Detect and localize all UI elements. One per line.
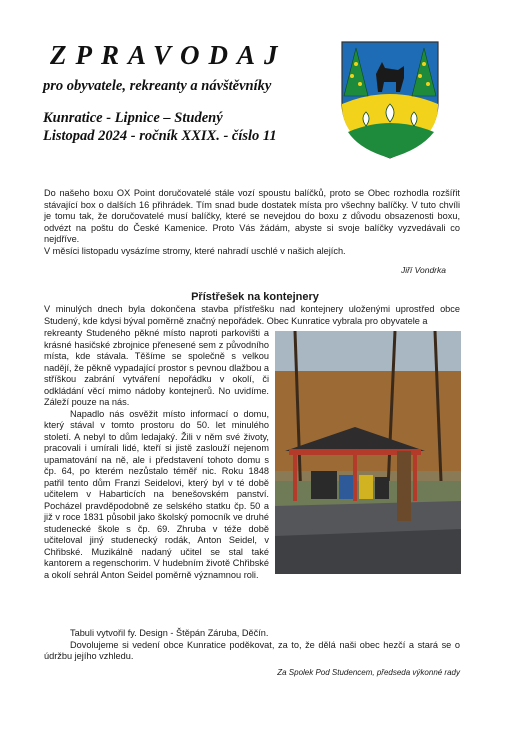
container-shelter-photo xyxy=(275,331,461,574)
intro-paragraph-2: V měsíci listopadu vysázíme stromy, které nahradí uschlé v našich alejích. xyxy=(44,245,346,256)
intro-paragraph-1: Do našeho boxu OX Point doručovatelé stále vozí spoustu balíčků, proto se Obec rozhodla rozšířit stávající box o dalších 16 přihrádek. Tím snad bude dostatek místa pro všechny balíčky. V tuto chvíli je tomu tak, že doručovatelé musí balíčky, které se nevejdou do boxu z důvodu obsazenosti boxu, odvézt na poštu do České Kamenice. Proto Vás žádám, abyste si svoje balíčky vyzvedávali co nejdříve. xyxy=(44,188,460,244)
newsletter-title: ZPRAVODAJ xyxy=(50,40,287,70)
article-lead: V minulých dnech byla dokončena stavba přístřešku nad kontejnery uloženými uprostřed obce Studený, kde kdysi býval poměrně značný nepořádek. Obec Kunratice vybrala pro obyvatele a xyxy=(44,304,460,326)
article-closing: Dovolujeme si vedení obce Kunratice poděkovat, za to, že dělá naši obec hezčí a stará se o údržbu jejího vzhledu. xyxy=(44,639,460,661)
intro-text xyxy=(44,188,460,257)
newsletter-subtitle: pro obyvatele, rekreanty a návštěvníky xyxy=(43,78,272,94)
places-line: Kunratice - Lipnice – Studený xyxy=(43,110,223,126)
article-column-part-2: Napadlo nás osvěžit místo informací o domu, který stával v tomto prostoru do 50. let minulého století. A nebyl to dům ledajaký. Žili v něm své životy, pracovali i umírali lidé, kteří si jistě zaslouží nejenom upamatování na ně, ale i představení tohoto domu s čp. 64, po kterém nezůstalo téměř nic. Roku 1848 patřil tento dům Franzi Seidelovi, který byl v té době učitelem v Habarticích na benešovském panství. Pocházel pravděpodobně ze selského statku čp. 50 a již v roce 1831 působil jako školský pomocník ve druhé studenecké škole s čp. 69. Zhruba v téže době učiteloval jiný studenecký rodák, Anton Seidel, v Chřibské. Muzikálně nadaný učitel se stal také kantorem a regenschorim. V hudebním životě Chřibské a okolí sehrál Anton Seidel poměrně významnou roli. xyxy=(44,408,269,580)
issue-line: Listopad 2024 - ročník XXIX. - číslo 11 xyxy=(43,128,277,144)
intro-signature: Jiří Vondrka xyxy=(400,265,446,275)
photo-credit: Tabuli vytvořil fy. Design - Štěpán Záruba, Děčín. xyxy=(70,628,269,638)
article-column-part-1: rekreanty Studeného pěkné místo naproti parkovišti a krásné hasičské zbrojnice přenesené sem z původního místa, kde stávala. Těšíme se společně s velkou nadějí, že pěkně vypadající prostor s pevnou dlažbou a stříškou zabrání vytváření nepořádku v okolí, či odkládání věcí mimo nádoby kontejnerů. No uvidíme. Záleží pouze na nás. xyxy=(44,328,269,407)
article-column xyxy=(44,328,269,581)
article-signature: Za Spolek Pod Studencem, předseda výkonné rady xyxy=(277,668,460,677)
article-tail xyxy=(44,628,460,663)
article-heading: Přístřešek na kontejnery xyxy=(191,291,319,303)
coat-of-arms-logo xyxy=(338,40,442,160)
